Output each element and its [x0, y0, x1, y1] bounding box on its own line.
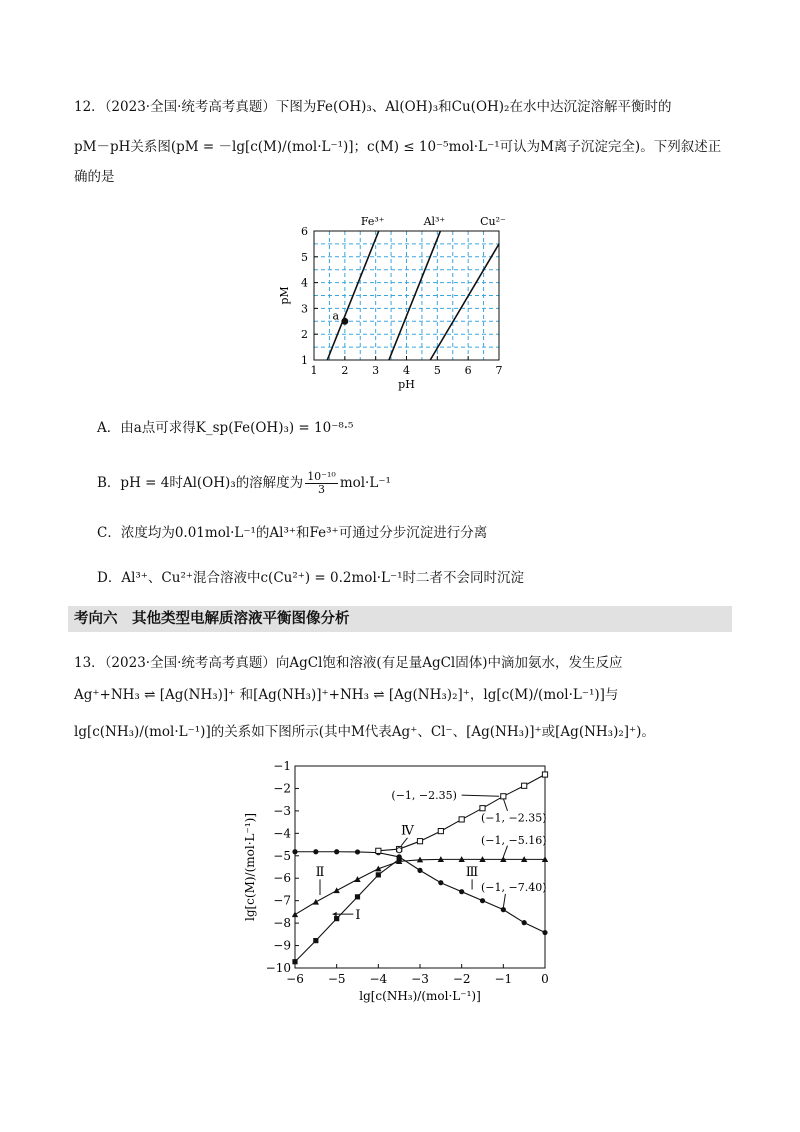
x-tick-label: 6	[464, 364, 472, 377]
x-tick-label: −5	[327, 972, 346, 986]
x-tick-label: 5	[433, 364, 441, 377]
series-label: Fe³⁺	[360, 215, 385, 228]
marker-circle	[313, 849, 318, 854]
marker-triangle	[313, 899, 319, 905]
q13-line2-text: Ag⁺+NH₃ ⇌ [Ag(NH₃)]⁺ 和[Ag(NH₃)]⁺+NH₃ ⇌ [Ag(NH₃)₂]⁺，lg[c(M)/(mol·L⁻¹)]与	[74, 687, 619, 703]
y-tick-label: −7	[273, 893, 291, 908]
y-tick-label: −1	[273, 759, 291, 773]
x-tick-label: −4	[369, 972, 388, 986]
marker-circle	[501, 907, 506, 912]
x-tick-label: 7	[495, 364, 503, 377]
marker-triangle	[354, 876, 360, 882]
arrow-series-4	[401, 838, 407, 846]
annotation-arrow-4	[503, 894, 505, 907]
y-tick-label: −3	[273, 803, 291, 818]
marker-circle	[542, 930, 547, 935]
y-tick-label: 5	[301, 250, 308, 264]
annotation-arrow-3	[503, 846, 507, 857]
y-tick-label: 6	[301, 225, 308, 238]
q13-chart	[240, 758, 570, 1018]
series-line	[295, 859, 399, 962]
q12-chart	[270, 205, 520, 395]
q12-option-b-text: 的溶解度为	[235, 475, 304, 491]
point-a-label: a	[332, 309, 340, 323]
q12-line-2	[74, 137, 721, 157]
x-tick-label: 2	[341, 364, 349, 377]
q13-line-3	[74, 722, 655, 742]
marker-open-square	[480, 806, 485, 811]
marker-circle	[522, 920, 527, 925]
annotation-1: (−1, −2.35)	[391, 789, 457, 803]
q12-option-b-fraction	[305, 471, 338, 496]
x-tick-label: 1	[310, 364, 318, 377]
q12-line3-text: 确的是	[74, 169, 115, 185]
marker-square	[292, 959, 297, 964]
series-label: Cu²⁻	[480, 215, 506, 228]
y-tick-label: 1	[301, 354, 308, 367]
q12-option-b-mid: 时	[169, 475, 183, 491]
y-tick-label: −6	[273, 871, 291, 886]
x-tick-label: −1	[494, 972, 513, 986]
marker-square	[376, 872, 381, 877]
marker-open-square	[438, 828, 443, 833]
marker-open-square	[542, 772, 547, 777]
x-tick-label: 0	[541, 972, 549, 986]
q12-option-d	[97, 568, 524, 588]
x-tick-label: −2	[452, 972, 471, 986]
y-tick-label: −8	[273, 916, 291, 931]
q12-number: 12．	[74, 99, 105, 115]
y-tick-label: 2	[301, 328, 308, 342]
marker-triangle	[333, 887, 339, 893]
q12-option-b-unit: mol·L⁻¹	[339, 475, 391, 491]
q12-option-b-compound: Al(OH)₃	[182, 475, 236, 491]
marker-square	[355, 894, 360, 899]
marker-circle	[480, 898, 485, 903]
marker-open-square	[459, 817, 464, 822]
arrowhead-series-1	[333, 912, 337, 916]
annotation-2: (−1, −2.35)	[480, 811, 547, 825]
annotation-3: (−1, −5.16)	[480, 834, 547, 848]
y-tick-label: 4	[301, 276, 308, 290]
marker-circle	[459, 889, 464, 894]
marker-open-square	[522, 783, 527, 788]
section-heading: 考向六 其他类型电解质溶液平衡图像分析	[68, 606, 732, 632]
x-axis-label: lg[c(NH₃)/(mol·L⁻¹)]	[359, 989, 481, 1003]
series-line	[430, 244, 499, 360]
q12-line-3	[74, 167, 115, 187]
q12-line2-text: pM－pH关系图(pM = －lg[c(M)/(mol·L⁻¹)]；c(M) ≤ 10⁻⁵mol·L⁻¹可认为M离子沉淀完全)。下列叙述正	[74, 139, 722, 155]
y-tick-label: −10	[265, 961, 291, 975]
q13-line-1	[74, 653, 623, 673]
q12-option-d-text: D．Al³⁺、Cu²⁺混合溶液中c(Cu²⁺) = 0.2mol·L⁻¹时二者不会同时沉淀	[97, 570, 525, 586]
q12-option-a-text: A．由a点可求得K_sp(Fe(OH)₃) = 10⁻⁸·⁵	[97, 420, 354, 436]
marker-circle	[355, 849, 360, 854]
x-tick-label: −6	[286, 972, 304, 986]
y-axis-label: lg[c(M)/(mol·L⁻¹)]	[243, 812, 257, 922]
marker-circle	[417, 868, 422, 873]
q12-option-b	[97, 466, 391, 500]
marker-open-square	[417, 839, 422, 844]
q12-source: （2023·全国·统考高考真题）	[104, 99, 276, 115]
fraction-denominator: 3	[318, 483, 325, 496]
marker-circle	[397, 854, 402, 859]
y-tick-label: 3	[301, 302, 308, 316]
fraction-numerator: 10⁻¹⁰	[307, 470, 336, 483]
y-tick-label: −2	[273, 781, 291, 796]
x-tick-label: 3	[372, 364, 380, 377]
series-label-1: Ⅰ	[355, 908, 361, 924]
annotation-4: (−1, −7.40)	[480, 881, 547, 895]
q12-line-1	[74, 97, 671, 117]
series-label-2: Ⅱ	[315, 864, 325, 880]
series-label-3: Ⅲ	[465, 864, 479, 880]
marker-open-circle	[397, 848, 402, 853]
marker-circle	[438, 880, 443, 885]
x-axis-label: pH	[398, 378, 415, 391]
marker-circle	[292, 849, 297, 854]
y-tick-label: −4	[273, 826, 291, 841]
q12-option-c-text: C．浓度均为0.01mol·L⁻¹的Al³⁺和Fe³⁺可通过分步沉淀进行分离	[97, 525, 488, 541]
x-tick-label: 4	[403, 364, 410, 377]
q13-line1-text: 向AgCl饱和溶液(有足量AgCl固体)中滴加氨水，发生反应	[275, 655, 623, 671]
y-tick-label: −5	[273, 848, 291, 863]
y-axis-label: pM	[278, 286, 291, 305]
q12-option-c	[97, 523, 487, 543]
series-line	[389, 231, 440, 360]
series-label: Al³⁺	[423, 215, 446, 228]
marker-open-square	[376, 848, 381, 853]
q13-source: （2023·全国·统考高考真题）	[104, 655, 276, 671]
y-tick-label: −9	[273, 938, 291, 953]
marker-square	[313, 938, 318, 943]
series-label-4: Ⅳ	[401, 823, 414, 839]
q12-option-b-ph: pH = 4	[120, 475, 170, 491]
x-tick-label: −3	[411, 972, 429, 986]
annotation-arrow-2	[503, 799, 507, 811]
marker-circle	[334, 849, 339, 854]
q12-line1-text: 下图为Fe(OH)₃、Al(OH)₃和Cu(OH)₂在水中达沉淀溶解平衡时的	[275, 99, 672, 115]
marker-open-square	[501, 794, 506, 799]
q13-line-2	[74, 685, 618, 705]
point-a-marker	[341, 318, 348, 325]
marker-square	[334, 916, 339, 921]
q12-option-b-prefix: B．	[97, 475, 121, 491]
marker-triangle	[292, 911, 298, 917]
q12-option-a	[97, 418, 353, 438]
q13-line3-text: lg[c(NH₃)/(mol·L⁻¹)]的关系如下图所示(其中M代表Ag⁺、Cl⁻、[Ag(NH₃)]⁺或[Ag(NH₃)₂]⁺)。	[74, 724, 655, 740]
q13-number: 13．	[74, 655, 105, 671]
annotation-arrow-1	[462, 795, 499, 796]
